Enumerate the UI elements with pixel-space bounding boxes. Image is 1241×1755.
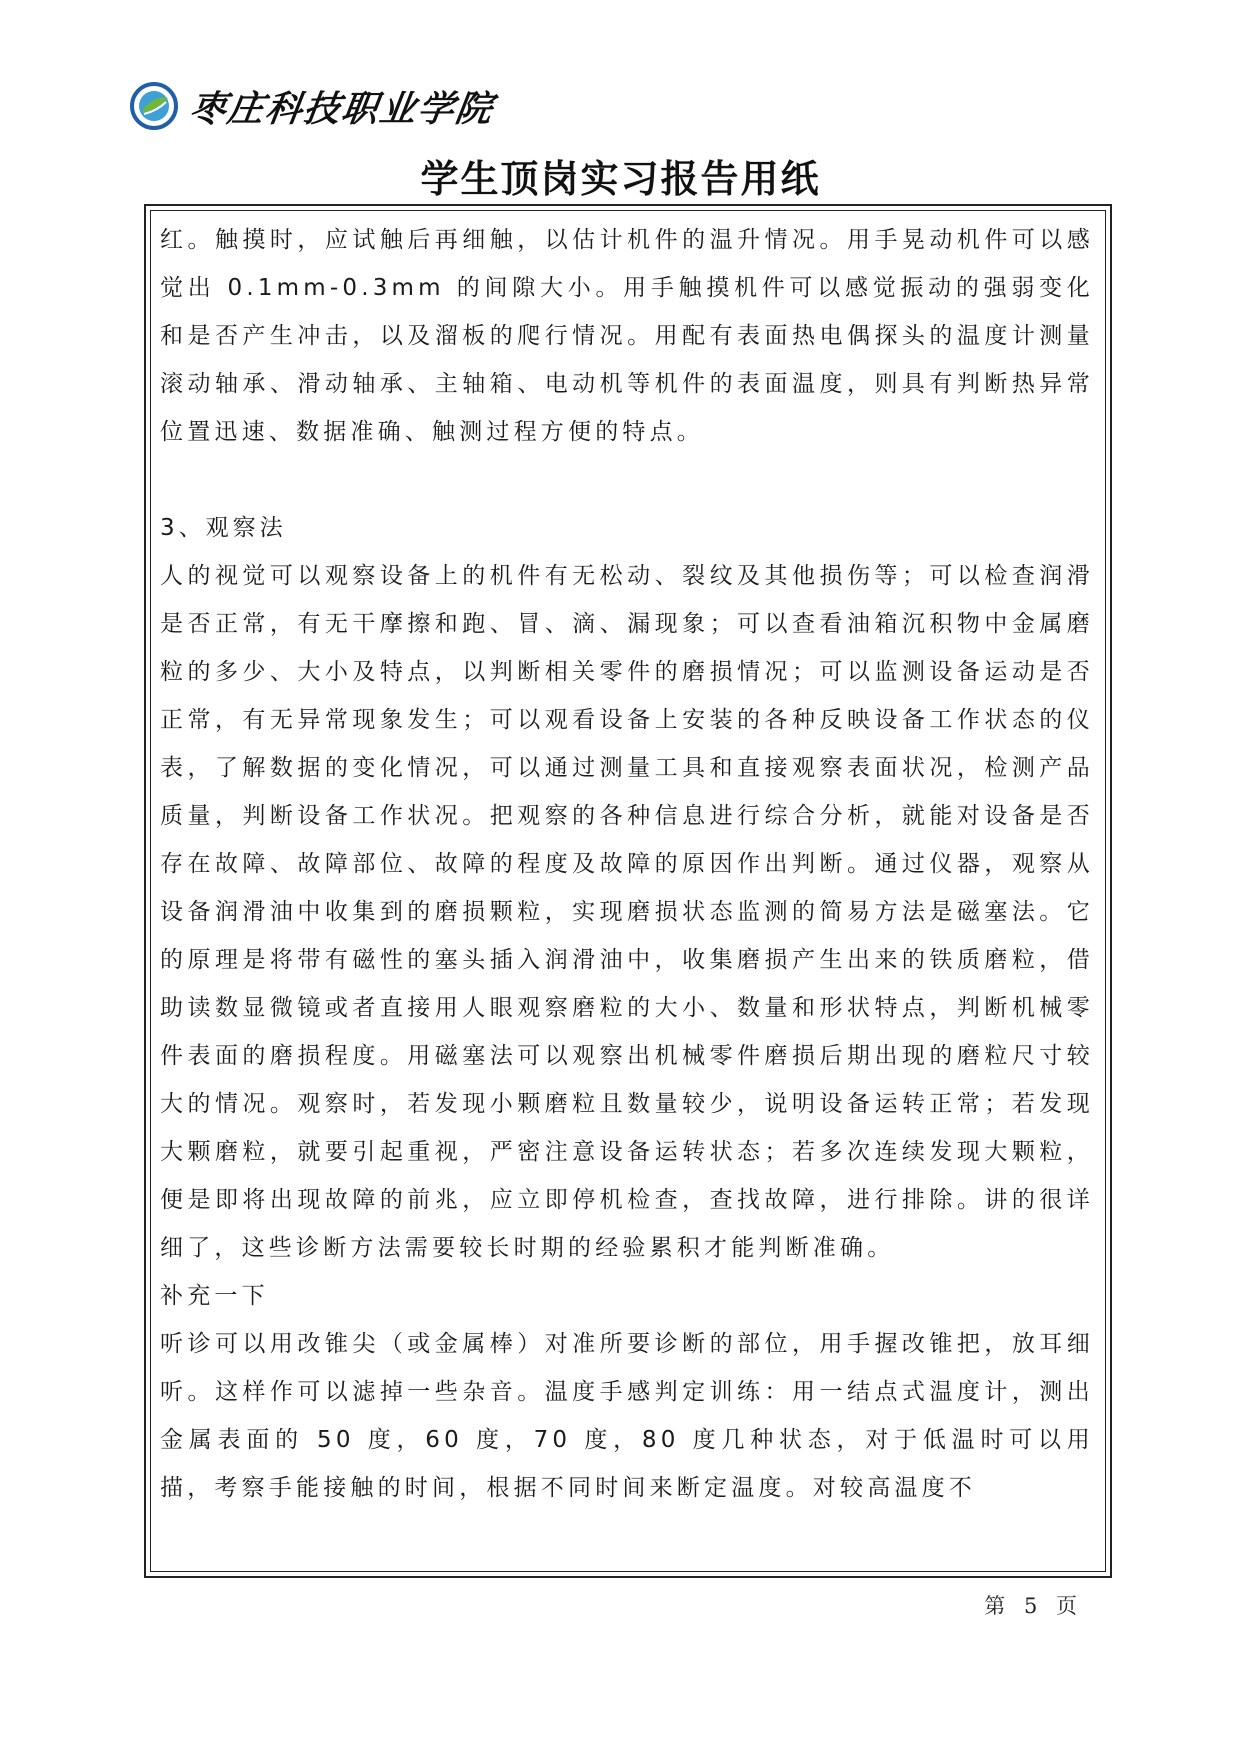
body-paragraph: 人的视觉可以观察设备上的机件有无松动、裂纹及其他损伤等；可以检查润滑是否正常，有无干摩擦和跑、冒、滴、漏现象；可以查看油箱沉积物中金属磨粒的多少、大小及特点，以判断相关零件的磨损情况；可以监测设备运动是否正常，有无异常现象发生；可以观看设备上安装的各种反映设备工作状态的仪表，了解数据的变化情况，可以通过测量工具和直接观察表面状况，检测产品质量，判断设备工作状况。把观察的各种信息进行综合分析，就能对设备是否存在故障、故障部位、故障的程度及故障的原因作出判断。通过仪器，观察从设备润滑油中收集到的磨损颗粒，实现磨损状态监测的简易方法是磁塞法。它的原理是将带有磁性的塞头插入润滑油中，收集磨损产生出来的铁质磨粒，借助读数显微镜或者直接用人眼观察磨粒的大小、数量和形状特点，判断机械零件表面的磨损程度。用磁塞法可以观察出机械零件磨损后期出现的磨粒尺寸较大的情况。观察时，若发现小颗磨粒且数量较少，说明设备运转正常；若发现大颗磨粒，就要引起重视，严密注意设备运转状态；若多次连续发现大颗粒，便是即将出现故障的前兆，应立即停机检查，查找故障，进行排除。讲的很详细了，这些诊断方法需要较长时期的经验累积才能判断准确。 bbox=[160, 563, 1094, 1261]
section-heading: 3、观察法 bbox=[160, 515, 287, 541]
school-emblem-icon bbox=[130, 82, 178, 130]
body-paragraph: 红。触摸时，应试触后再细触，以估计机件的温升情况。用手晃动机件可以感觉出 0.1mm-0.3mm 的间隙大小。用手触摸机件可以感觉振动的强弱变化和是否产生冲击，以及溜板的爬行情况。用配有表面热电偶探头的温度计测量滚动轴承、滑动轴承、主轴箱、电动机等机件的表面温度，则具有判断热异常位置迅速、数据准确、触测过程方便的特点。 bbox=[160, 227, 1094, 445]
report-body bbox=[160, 216, 1094, 1512]
school-name: 枣庄科技职业学院 bbox=[186, 87, 497, 130]
school-header bbox=[130, 78, 497, 134]
body-paragraph: 听诊可以用改锥尖（或金属棒）对准所要诊断的部位，用手握改锥把，放耳细听。这样作可以滤掉一些杂音。温度手感判定训练：用一结点式温度计，测出金属表面的 50 度，60 度，70 度，80 度几种状态，对于低温时可以用描，考察手能接触的时间，根据不同时间来断定温度。对较高温度不 bbox=[160, 1331, 1094, 1501]
page-title: 学生顶岗实习报告用纸 bbox=[420, 157, 821, 201]
paragraph-spacer bbox=[160, 456, 1094, 504]
page-number: 第 5 页 bbox=[984, 1594, 1083, 1618]
section-subheading: 补充一下 bbox=[160, 1283, 269, 1309]
